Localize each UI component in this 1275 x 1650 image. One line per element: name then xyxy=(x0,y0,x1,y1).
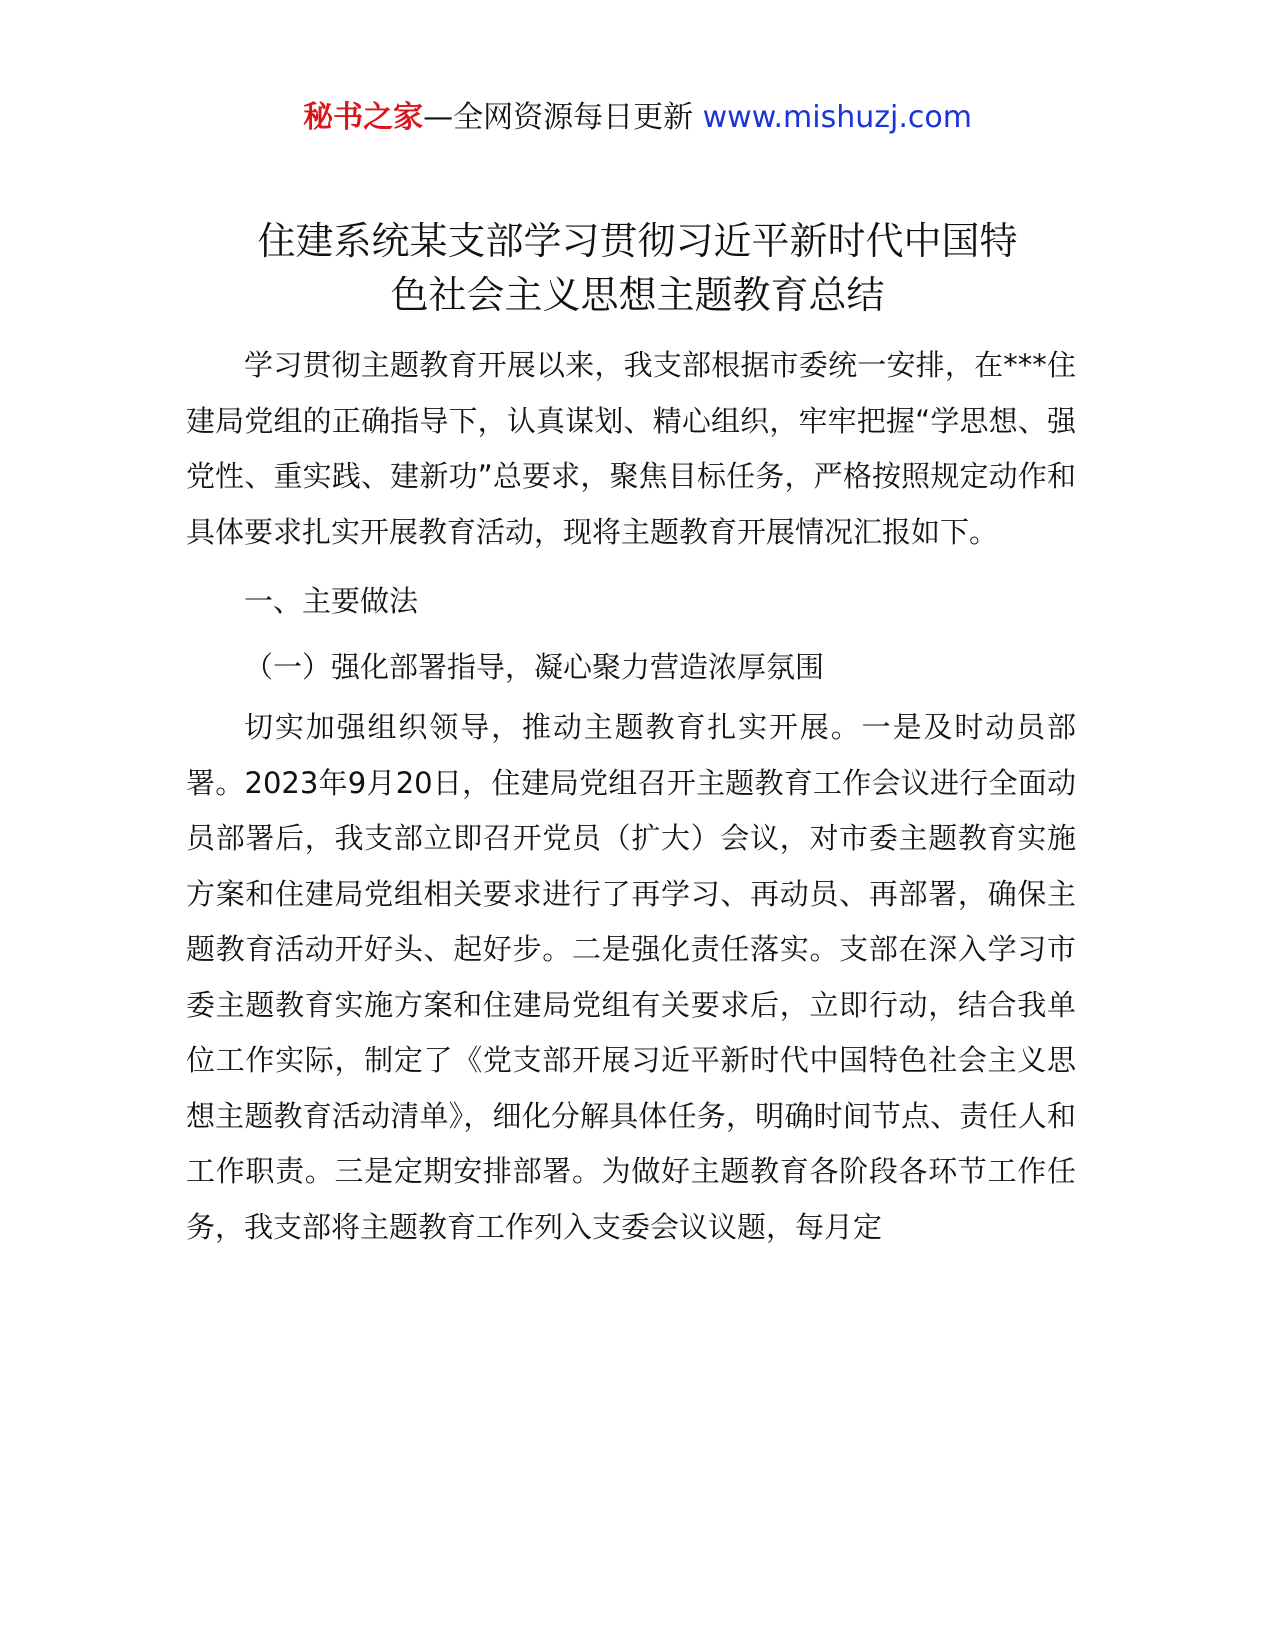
body-paragraph: 切实加强组织领导，推动主题教育扎实开展。一是及时动员部署。2023年9月20日，住建局党组召开主题教育工作会议进行全面动员部署后，我支部立即召开党员（扩大）会议，对市委主题教育实施方案和住建局党组相关要求进行了再学习、再动员、再部署，确保主题教育活动开好头、起好步。二是强化责任落实。支部在深入学习市委主题教育实施方案和住建局党组有关要求后，立即行动，结合我单位工作实际，制定了《党支部开展习近平新时代中国特色社会主义思想主题教育活动清单》，细化分解具体任务，明确时间节点、责任人和工作职责。三是定期安排部署。为做好主题教育各阶段各环节工作任务，我支部将主题教育工作列入支委会议议题，每月定 xyxy=(186,710,1076,1244)
header-tagline: —全网资源每日更新 xyxy=(423,100,694,135)
section-heading: 一、主要做法 xyxy=(244,584,419,618)
site-header xyxy=(0,96,1275,140)
document-body xyxy=(186,338,1076,1255)
title-line-1: 住建系统某支部学习贯彻习近平新时代中国特 xyxy=(257,219,1018,263)
title-line-2: 色社会主义思想主题教育总结 xyxy=(390,273,885,317)
subsection-heading: （一）强化部署指导，凝心聚力营造浓厚氛围 xyxy=(244,650,825,684)
brand-name: 秘书之家 xyxy=(303,100,424,135)
document-title xyxy=(150,214,1125,322)
site-link[interactable]: www.mishuzj.com xyxy=(702,100,972,135)
intro-paragraph: 学习贯彻主题教育开展以来，我支部根据市委统一安排，在***住建局党组的正确指导下，认真谋划、精心组织，牢牢把握“学思想、强党性、重实践、建新功”总要求，聚焦目标任务，严格按照规定动作和具体要求扎实开展教育活动，现将主题教育开展情况汇报如下。 xyxy=(186,348,1076,549)
